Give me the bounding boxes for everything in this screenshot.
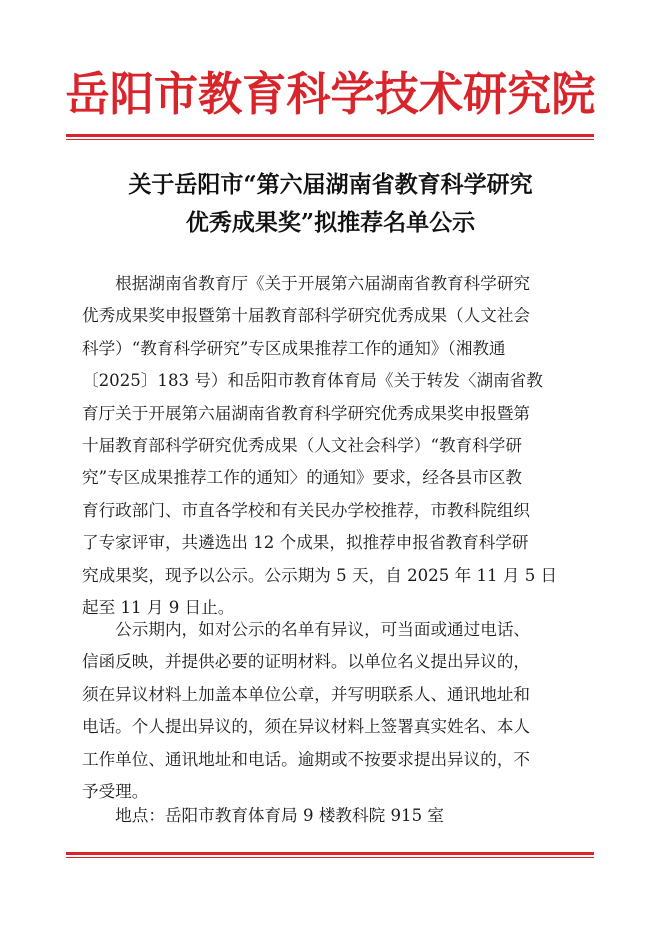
text-line: 公示期内，如对公示的名单有异议，可当面或通过电话、 (82, 620, 531, 639)
paragraph-basis (82, 268, 578, 624)
text-line: 起至 11 月 9 日止。 (82, 597, 235, 617)
text-line: 须在异议材料上加盖本单位公章，并写明联系人、通讯地址和 (82, 684, 531, 704)
divider-thick-line (66, 134, 594, 137)
paragraph-location (82, 800, 578, 832)
text-line: 工作单位、通讯地址和电话。逾期或不按要求提出异议的，不 (82, 749, 531, 769)
text-line: 究”专区成果推荐工作的通知〉的通知》要求，经各县市区教 (82, 468, 522, 488)
document-title-line-1: 关于岳阳市“第六届湖南省教育科学研究 (128, 171, 533, 198)
paragraph-objection-procedure (82, 614, 578, 808)
text-line: 育厅关于开展第六届湖南省教育科学研究优秀成果奖申报暨第 (82, 403, 531, 423)
text-line: 〔2025〕183 号）和岳阳市教育体育局《关于转发〈湖南省教 (82, 371, 543, 391)
text-line: 信函反映，并提供必要的证明材料。以单位名义提出异议的， (82, 652, 531, 672)
divider-thin-line (66, 857, 594, 858)
text-line: 科学）“教育科学研究”专区成果推荐工作的通知》（湘教通 (82, 338, 506, 358)
document-title-line-2: 优秀成果奖”拟推荐名单公示 (185, 209, 476, 236)
letterhead-divider-top (66, 134, 594, 140)
divider-thin-line (66, 139, 594, 140)
divider-thick-line (66, 852, 594, 855)
letterhead-org-name: 岳阳市教育科学技术研究院 (65, 67, 596, 121)
text-line: 电话。个人提出异议的，须在异议材料上签署真实姓名、本人 (82, 717, 531, 737)
text-line: 地点：岳阳市教育体育局 9 楼教科院 915 室 (82, 806, 445, 825)
footer-divider-bottom (66, 852, 594, 858)
text-line: 根据湖南省教育厅《关于开展第六届湖南省教育科学研究 (82, 274, 531, 293)
text-line: 十届教育部科学研究优秀成果（人文社会科学）“教育科学研 (82, 435, 522, 455)
text-line: 究成果奖，现予以公示。公示期为 5 天，自 2025 年 11 月 5 日 (82, 565, 558, 585)
text-line: 优秀成果奖申报暨第十届教育部科学研究优秀成果（人文社会 (82, 306, 531, 326)
text-line: 了专家评审，共遴选出 12 个成果，拟推荐申报省教育科学研 (82, 533, 529, 553)
text-line: 予受理。 (82, 781, 149, 801)
text-line: 育行政部门、市直各学校和有关民办学校推荐，市教科院组织 (82, 500, 531, 520)
